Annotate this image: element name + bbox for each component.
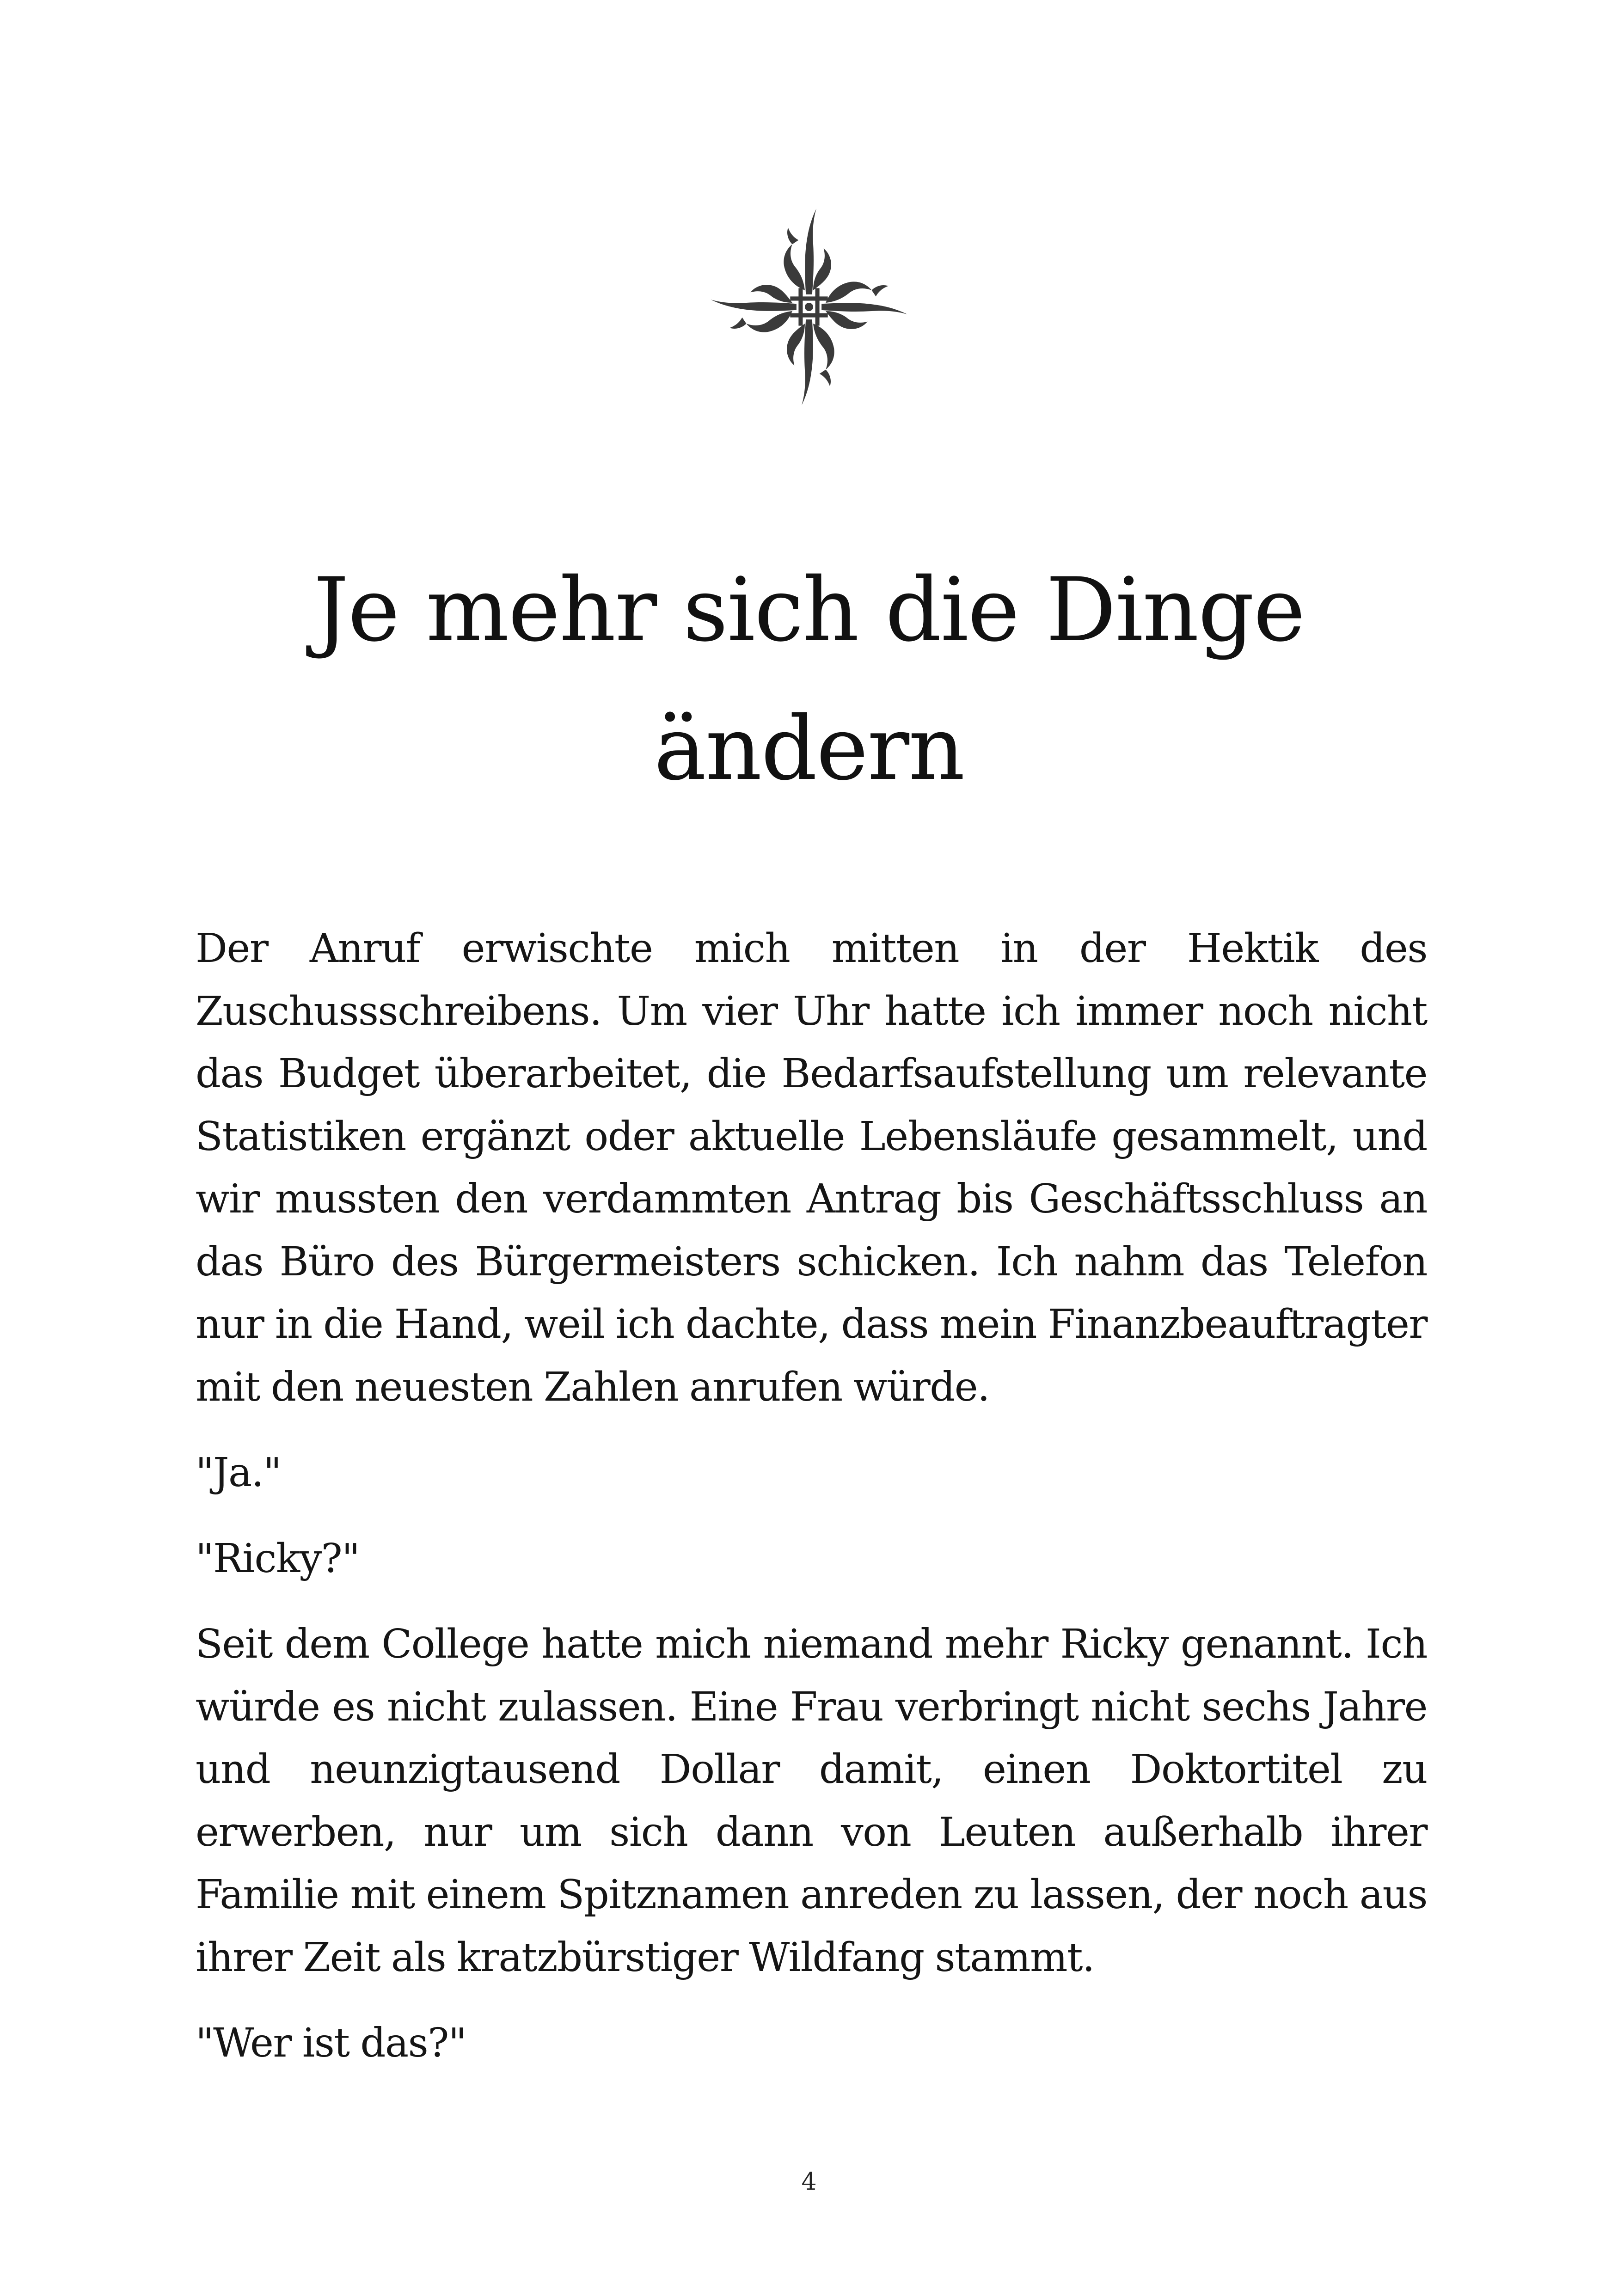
paragraph: Der Anruf erwischte mich mitten in der Hektik des Zuschussschreibens. Um vier Uhr hatte ich immer noch nicht das Budget überarbeitet, die Bedarfsaufstellung um relevante Statistiken ergänzt oder aktuelle Lebensläufe gesammelt, und wir mussten den verdammten Antrag bis Geschäftsschluss an das Büro des Bürgermeisters schicken. Ich nahm das Telefon nur in die Hand, weil ich dachte, dass mein Finanzbeauftragter mit den neuesten Zahlen anrufen würde. <box>196 925 1427 1410</box>
paragraph: Seit dem College hatte mich niemand mehr Ricky genannt. Ich würde es nicht zulassen. Eine Frau verbringt nicht sechs Jahre und neunzigtausend Dollar damit, einen Doktortitel zu erwerben, nur um sich dann von Leuten außerhalb ihrer Familie mit einem Spitznamen anreden zu lassen, der noch aus ihrer Zeit als kratzbürstiger Wildfang stammt. <box>196 1621 1427 1981</box>
chapter-title-line-2: ändern <box>654 698 964 800</box>
floral-cross-ornament-icon <box>705 202 913 411</box>
dialog-line: "Wer ist das?" <box>196 2020 466 2066</box>
chapter-body <box>196 918 1427 2098</box>
dialog-line: "Ja." <box>196 1450 281 1496</box>
dialog-line: "Ricky?" <box>196 1535 360 1582</box>
page-number: 4 <box>801 2168 817 2196</box>
chapter-title-line-1: Je mehr sich die Dinge <box>313 559 1305 661</box>
chapter-title <box>139 541 1479 818</box>
